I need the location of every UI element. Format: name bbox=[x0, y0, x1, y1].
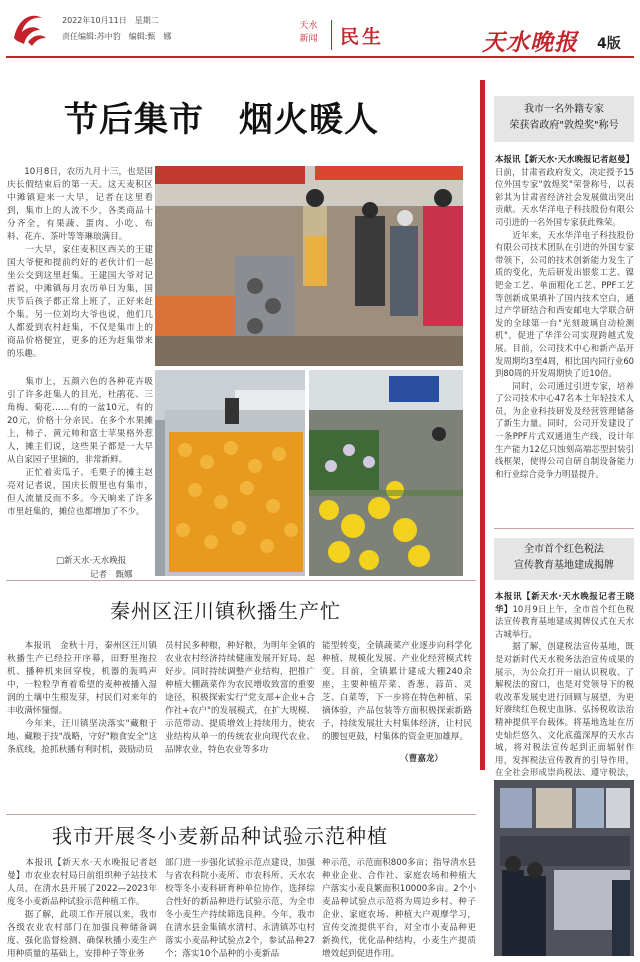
paper-name: 天水晚报 bbox=[482, 30, 578, 56]
masthead-rule bbox=[6, 56, 634, 58]
paper-logo-icon bbox=[8, 8, 50, 50]
lead-byline-2: 记者 甄娜 bbox=[90, 570, 133, 580]
sidebar2-title-line1: 全市首个红色税法 bbox=[524, 544, 604, 555]
sidebar1-title-line1: 我市一名外籍专家 bbox=[524, 104, 604, 115]
article2-bottom-rule bbox=[6, 814, 476, 815]
sidebar1-dateline: 本报讯【新天水·天水晚报记者赵曼】 bbox=[495, 154, 634, 164]
sidebar2-dateline: 本报讯【新天水·天水晚报记者王晓华】 bbox=[495, 591, 634, 614]
chrysanthemum-photo bbox=[309, 370, 463, 576]
sidebar-divider bbox=[480, 80, 485, 770]
article2-col2: 员村民多种粮，种好粮，为明年全镇的农业农村经济持续健康发展开好局、起好步。同时持续调整产业结构，把推广种植大棚蔬菜作为农民增收致富的重要途径，积极探索实行"党支部+企业+合作社+农户"的发展模式，在扩大规模、示范带动、提质增效上持续用力，使农业结构从单一的传统农业向现代农业、品牌农业，特色农业等多功 bbox=[165, 641, 315, 755]
flowers-scene-icon bbox=[309, 370, 463, 576]
sidebar1-body bbox=[495, 153, 634, 485]
sidebar2-title bbox=[494, 538, 634, 580]
exhibition-scene-icon bbox=[494, 780, 634, 956]
lead-byline-1: □新天水·天水晚报 bbox=[56, 556, 127, 566]
tax-base-photo bbox=[494, 780, 634, 956]
section-tag bbox=[286, 20, 332, 50]
issue-date: 2022年10月11日 星期二 bbox=[62, 16, 159, 25]
market-scene-icon bbox=[155, 166, 463, 366]
section-name: 民生 bbox=[340, 26, 385, 48]
sidebar2-text: 10月9日上午，全市首个红色税法宣传教育基地建成揭牌仪式在天水古城举行。 据了解，创建税法宣传基地，既是对新时代天水税务法治宣传成果的展示，为公众打开一扇认识税收、了解税法的窗口，也是对党领导下的税收改革发展史进行回顾与展望，为更好赓续红色税史血脉、弘扬税收法治精神提供平台载体。将基地选址在历史灿烂悠久、文化底蕴深厚的天水古城，将对税法宣传起到正面辐射作用，发挥税法宣传教育的引导作用，在全社会形成崇尚税法、遵守税法， bbox=[495, 603, 635, 778]
issue-editors: 责任编辑:苏中豹 编辑:甄 娜 bbox=[62, 32, 172, 41]
market-photo bbox=[155, 166, 463, 366]
lead-bottom-rule bbox=[6, 580, 476, 581]
sidebar-mid-rule bbox=[494, 528, 634, 529]
sidebar2-title-line2: 宣传教育基地建成揭牌 bbox=[514, 560, 614, 571]
article3-headline: 我市开展冬小麦新品种试验示范种植 bbox=[52, 824, 388, 848]
persimmon-truck-photo bbox=[155, 370, 305, 576]
article2-col3: 能型转变，全镇蔬菜产业逐步向科学化种植、规模化发展、产业化经营模式转变。目前，全镇累计建成大棚240余座，主要种植芹菜、香葱、蒜苗、灵芝、白菜等，下一步将在特色种植、采摘体验，产品包装等方面积极探索新路子，持续发展壮大村集体经济，让村民的腰包更鼓，村集体的资金更加雄厚。 bbox=[322, 641, 472, 742]
article2-col1: 本报讯 金秋十月，秦州区汪川镇秋播生产已经拉开序幕，田野里拖拉机、播种机来回穿梭，机器的轰鸣声中，一粒粒孕育着希望的麦种被播入湿润的土壤中生根发芽，村民们对来年的丰收满怀憧憬。 今年来，汪川镇坚决落实"藏粮于地、藏粮于技"战略，守好"粮食安全"这条底线，抢抓秋播有利时机，鼓励动员 bbox=[7, 641, 157, 755]
sidebar1-title bbox=[494, 96, 634, 142]
article3-col1: 本报讯【新天水·天水晚报记者赵曼】市农业农村局日前组织种子站技术人员，在清水县开展了2022—2023年度冬小麦新品种试验示范种植工作。 据了解，此项工作开展以来，我市各级农业农村部门在加强良种储备调度、强化监督检测、确保秋播小麦生产用种质量的基础上，安排种子等业务 bbox=[7, 858, 157, 959]
article2-byline: （曹嘉龙） bbox=[400, 754, 443, 764]
lead-body-2: 集市上，五颜六色的各种花卉吸引了许多赶集人的目光，杜鹃花、三角梅、菊花……有的一盆10元，有的20元，价格十分亲民。在多个水果摊上，柿子、黄元帅和富士苹果格外惹人，摊主们说，这些果子都是一大早从自家园子里摘的，非常新鲜。 正忙着卖瓜子、毛栗子的摊主赵亮对记者说，国庆长假里也有集市，但人流量反而不多。今天晌来了许多市里赶集的，摊位也都增加了不少。 bbox=[7, 377, 153, 517]
persimmon-scene-icon bbox=[155, 370, 305, 576]
article3-col2: 部门进一步强化试验示范点建设，加强与省农科院小麦所、市农科所、天水农校等冬小麦科研育种单位协作，选择综合性好的新品种进行试验示范，为全市冬小麦生产持续筛选良种。今年，我市在清水县金集镇水清村、永清镇苏屯村落实小麦品种试验点2个，参试品种27个；落实10个品种的小麦新品 bbox=[165, 858, 315, 959]
lead-body-1: 10月8日，农历九月十三，也是国庆长假结束后的第一天。这天麦积区中滩镇迎来一大早，记者在这里看到，集市上的人流不少，各类商品十分齐全，有果蔬、蛋肉、小吃、布料、花卉、茶叶等等琳琅满目。 一大早，家住麦积区西关的王建国大爷便和提前约好的老伙计们一起坐公交到这里赶集。王建国大爷对记者说，中滩镇每月农历单日为集，国庆节后孩子都正常上班了，正好来赶个集。另一位刘均大爷也说，他们几人都爱到农村赶集，不仅是集市上的商品价格便宜，更多的还为赶集带来的乐趣。 bbox=[7, 167, 153, 359]
article2-headline: 秦州区汪川镇秋播生产忙 bbox=[110, 599, 341, 623]
section-tag-top: 天水 bbox=[299, 21, 318, 31]
section-tag-bottom: 新闻 bbox=[299, 34, 318, 44]
page-number: 4版 bbox=[597, 36, 621, 52]
sidebar1-title-line2: 荣获省政府"敦煌奖"称号 bbox=[509, 120, 619, 131]
sidebar2-body bbox=[495, 590, 635, 778]
lead-headline: 节后集市 烟火暖人 bbox=[64, 100, 379, 140]
article3-col3: 种示范，示范面积800多亩；指导清水县种业企业、合作社、家庭农场和种植大户落实小麦良繁面积10000多亩。2个小麦品种试验点示范将为周边乡村、种子企业、家庭农场、种植大户观摩学习，宣传交流提供平台，对全市小麦品种更新换代，优化品种结构，小麦生产提质增效起到促进作用。 bbox=[322, 858, 476, 959]
sidebar1-text: 日前，甘肃省政府发文，决定授予15位外国专家"敦煌奖"荣誉称号，以表彰其为甘肃省经济社会发展做出突出贡献。天水华洋电子科技股份有限公司引进的一名外国专家获此殊荣。 近年来，天水华洋电子科技股份有限公司技术团队在引进的外国专家带领下，公司的技术创新能力发生了质的变化，先后研发出银浆工艺、镍钯金工艺、单面粗化工艺、PPF工艺等创新成果填补了国内技术空白，通过产学研结合和西安邮电大学联合研发的全球第一台"光刻玻璃自动检测机"，促进了华洋公司实现跨越式发展。目前，公司技术中心和新产品开发周期均3至4周，相比国内同行业60到80周的开发周期快了近10倍。 同时，公司通过引进专家，培养了公司技术中心47名本土年轻技术人员，为企业科技研发及经营管理储备了新生力量。同时，公司开发建设了一条PPF片式双通道生产线，设计年生产能力12亿只蚀刻高端芯型封装引线框架，使得公司自研自制设备能力和行业综合竞争力明显提升。 bbox=[495, 166, 634, 479]
